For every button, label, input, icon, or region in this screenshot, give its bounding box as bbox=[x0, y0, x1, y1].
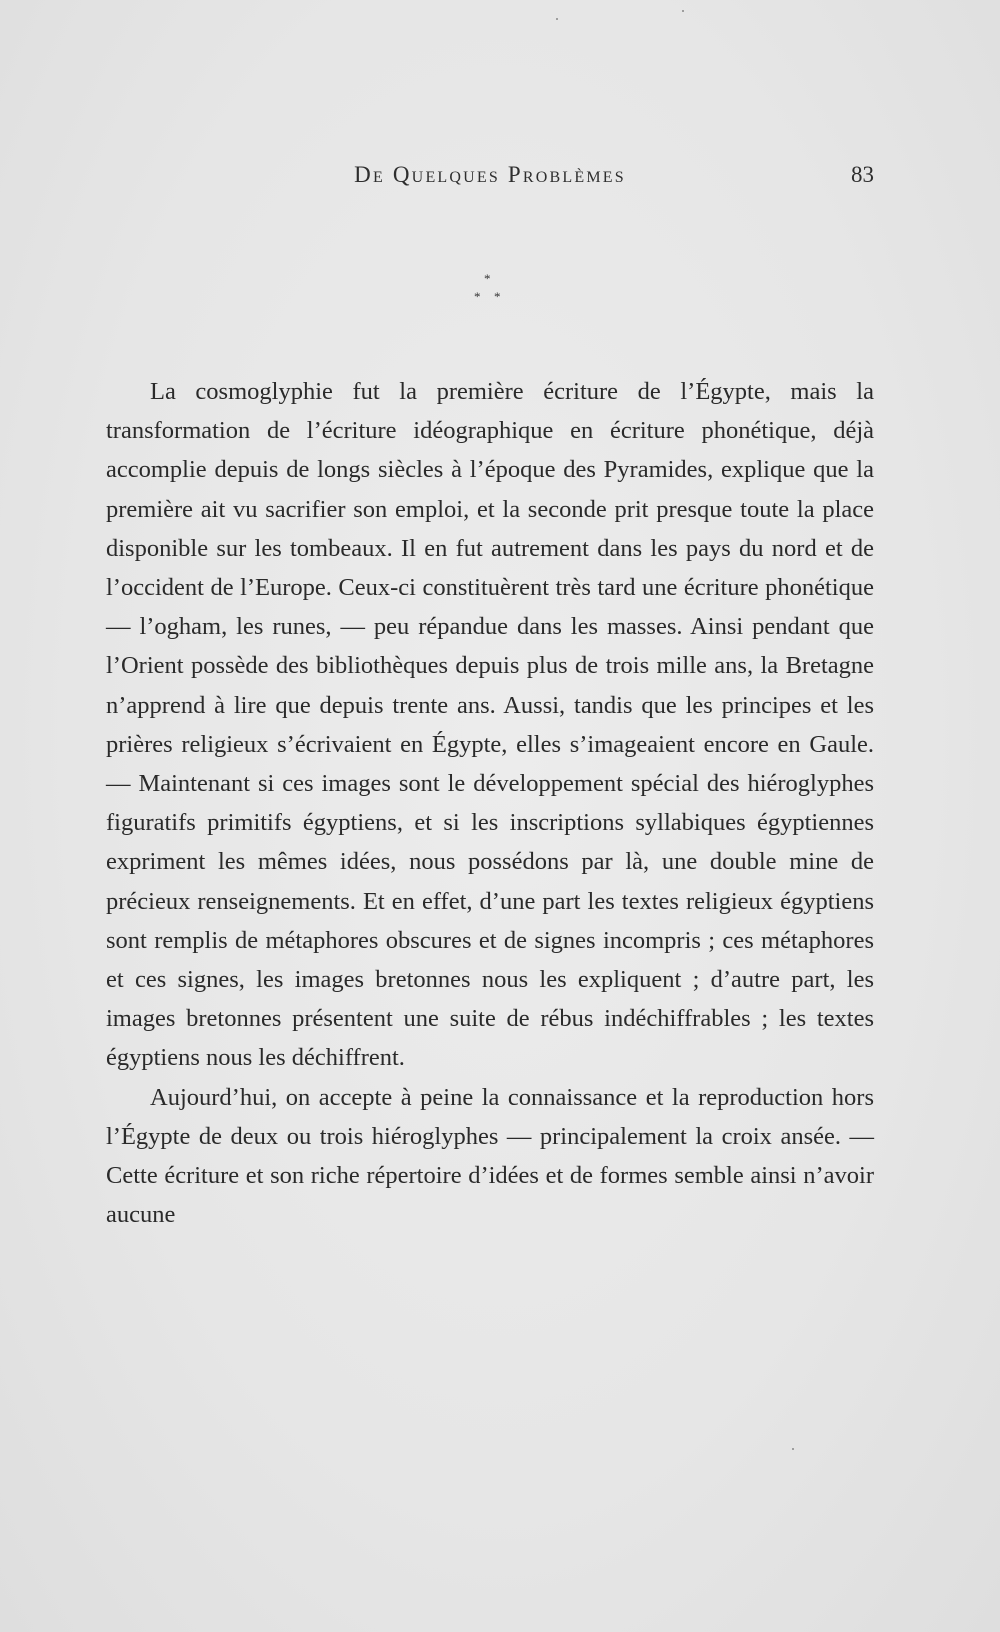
asterism-star: * bbox=[474, 289, 481, 304]
paragraph: Aujourd’hui, on accepte à peine la connaissance et la reproduction hors l’Égypte de deux ou trois hiéroglyphes — principalement la croix ansée. — Cette écriture et son riche répertoire d’idées et de formes semble ainsi n’avoir aucune bbox=[106, 1083, 874, 1229]
section-break-asterism bbox=[470, 268, 510, 308]
paragraph: La cosmoglyphie fut la première écriture de l’Égypte, mais la transformation de l’écriture idéographique en écriture phonétique, déjà accomplie depuis de longs siècles à l’époque des Pyramides, explique que la première ait vu sacrifier son emploi, et la seconde prit presque toute la place disponible sur les tombeaux. Il en fut autrement dans les pays du nord et de l’occident de l’Europe. Ceux-ci constituèrent très tard une écriture phonétique — l’ogham, les runes, — peu répandue dans les masses. Ainsi pendant que l’Orient possède des bibliothèques depuis plus de trois mille ans, la Bretagne n’apprend à lire que depuis trente ans. Aussi, tandis que les principes et les prières religieux s’écrivaient en Égypte, elles s’imageaient encore en Gaule. — Maintenant si ces images sont le développement spécial des hiéroglyphes figuratifs primitifs égyptiens, et si les inscriptions syllabiques égyptiennes expriment les mêmes idées, nous possédons par là, une double mine de précieux renseignements. Et en effet, d’une part les textes religieux égyptiens sont remplis de métaphores obscures et de signes incompris ; ces métaphores et ces signes, les images bretonnes nous les expliquent ; d’autre part, les images bretonnes présentent une suite de rébus indéchiffrables ; les textes égyptiens nous les déchiffrent. bbox=[106, 378, 874, 1072]
body-text bbox=[106, 372, 874, 1234]
running-head bbox=[106, 162, 874, 196]
asterism-star: * bbox=[484, 271, 491, 286]
paper-speck bbox=[556, 18, 558, 20]
page-number: 83 bbox=[851, 162, 874, 187]
running-title: De Quelques Problèmes bbox=[354, 162, 626, 187]
asterism-star: * bbox=[494, 289, 501, 304]
paper-speck bbox=[682, 10, 684, 12]
paper-speck bbox=[792, 1448, 794, 1450]
